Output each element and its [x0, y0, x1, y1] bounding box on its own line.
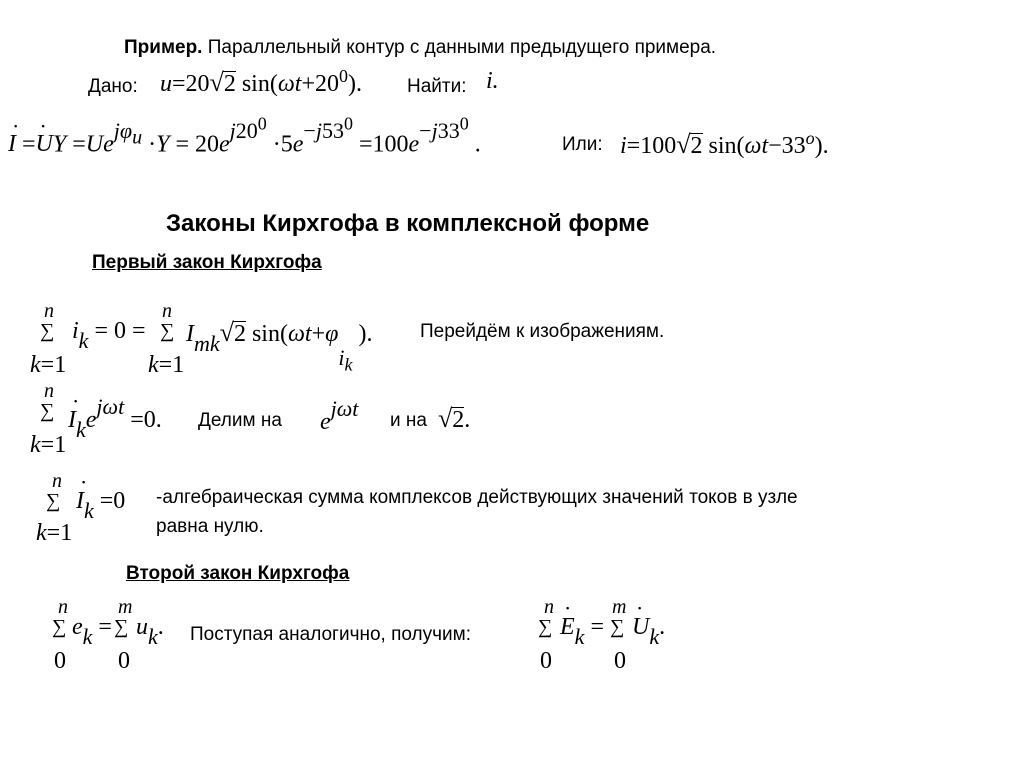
- first-law-title: Первый закон Кирхгофа: [92, 252, 322, 273]
- sum-lower-4: k=1: [36, 520, 73, 546]
- sum2-upper-n: n: [58, 596, 68, 618]
- divide-text: Делим на: [198, 410, 282, 431]
- sqrt-two: √2.: [438, 404, 471, 433]
- sum2-lower-2: 0: [118, 648, 130, 674]
- sum-upper-n2: n: [162, 300, 172, 322]
- sum-sign-3: ∑: [40, 400, 55, 422]
- sum3-lower-1: 0: [540, 648, 552, 674]
- description-line-2: равна нулю.: [156, 516, 264, 537]
- voltage-phasor-expr: ˙ $U_k$.: [632, 614, 665, 646]
- analog-text: Поступая аналогично, получим:: [190, 624, 471, 645]
- sum3-sign-2: ∑: [610, 616, 625, 638]
- sum2-upper-m: m: [118, 596, 133, 618]
- example-heading: [124, 37, 716, 59]
- divide-exp: $e^{j\omega t}$: [320, 396, 359, 435]
- sum-upper-n3: n: [44, 380, 54, 402]
- or-formula: i=100√2 $\sin(\omega t-33^o)$.: [620, 128, 829, 159]
- second-law-title: Второй закон Кирхгофа: [126, 563, 350, 584]
- sum-lower-2: k=1: [148, 352, 185, 378]
- voltage-sum-expr: $u_k$.: [136, 614, 164, 649]
- sum3-upper-m: m: [612, 596, 627, 618]
- sum2-lower-1: 0: [54, 648, 66, 674]
- current-formula: ˙ I =˙ UY $=Ue^{j\varphi_u} \cdot Y = 20e^{j20^0} \cdot 5e^{-j53^0} =100e^{-j33^0}$ .: [8, 118, 481, 158]
- sum-lower-3: k=1: [30, 432, 67, 458]
- sum-upper-n4: n: [52, 470, 62, 492]
- sum3-lower-2: 0: [614, 648, 626, 674]
- sum3-sign-1: ∑: [538, 616, 553, 638]
- given-formula: u=20√2 $\sin(\omega t+20^0)$.: [160, 66, 362, 97]
- sum-lower-1: k=1: [30, 352, 67, 378]
- example-text: Параллельный контур с данными предыдущего примера.: [207, 37, 717, 58]
- description-line-1: -алгебраическая сумма комплексов действующих значений токов в узле: [156, 487, 798, 508]
- sum-upper-n1: n: [44, 300, 54, 322]
- phasor-exp-expr: ˙ $I_ke^{j\omega t} =0$.: [68, 398, 162, 439]
- and-text: и на: [390, 410, 427, 431]
- emf-phasor-expr: ˙ $E_k$ =: [560, 614, 604, 646]
- find-label: Найти:: [407, 76, 467, 97]
- or-label: Или:: [562, 134, 603, 155]
- sum2-sign-2: ∑: [114, 616, 129, 638]
- sum2-sign-1: ∑: [52, 616, 67, 638]
- emf-sum-expr: $e_k$ =: [72, 614, 112, 649]
- section-title: Законы Кирхгофа в комплексной форме: [166, 210, 650, 237]
- amplitude-expr: $I_{mk}√2$ $\sin(\omega t+\varphi_{i_k}$ ).: [186, 318, 373, 375]
- sum-sign-1: ∑: [40, 320, 55, 342]
- sum-sign-2: ∑: [160, 320, 175, 342]
- find-variable: i.: [486, 68, 499, 94]
- example-label: Пример.: [124, 37, 203, 58]
- sum-current-expr: $i_k = 0$ =: [72, 318, 146, 353]
- given-label: Дано:: [88, 76, 138, 97]
- sum3-upper-n: n: [544, 596, 554, 618]
- phasor-sum-zero: ˙ $I_k =0$: [76, 488, 125, 520]
- transition-text: Перейдём к изображениям.: [420, 321, 665, 342]
- sum-sign-4: ∑: [46, 490, 61, 512]
